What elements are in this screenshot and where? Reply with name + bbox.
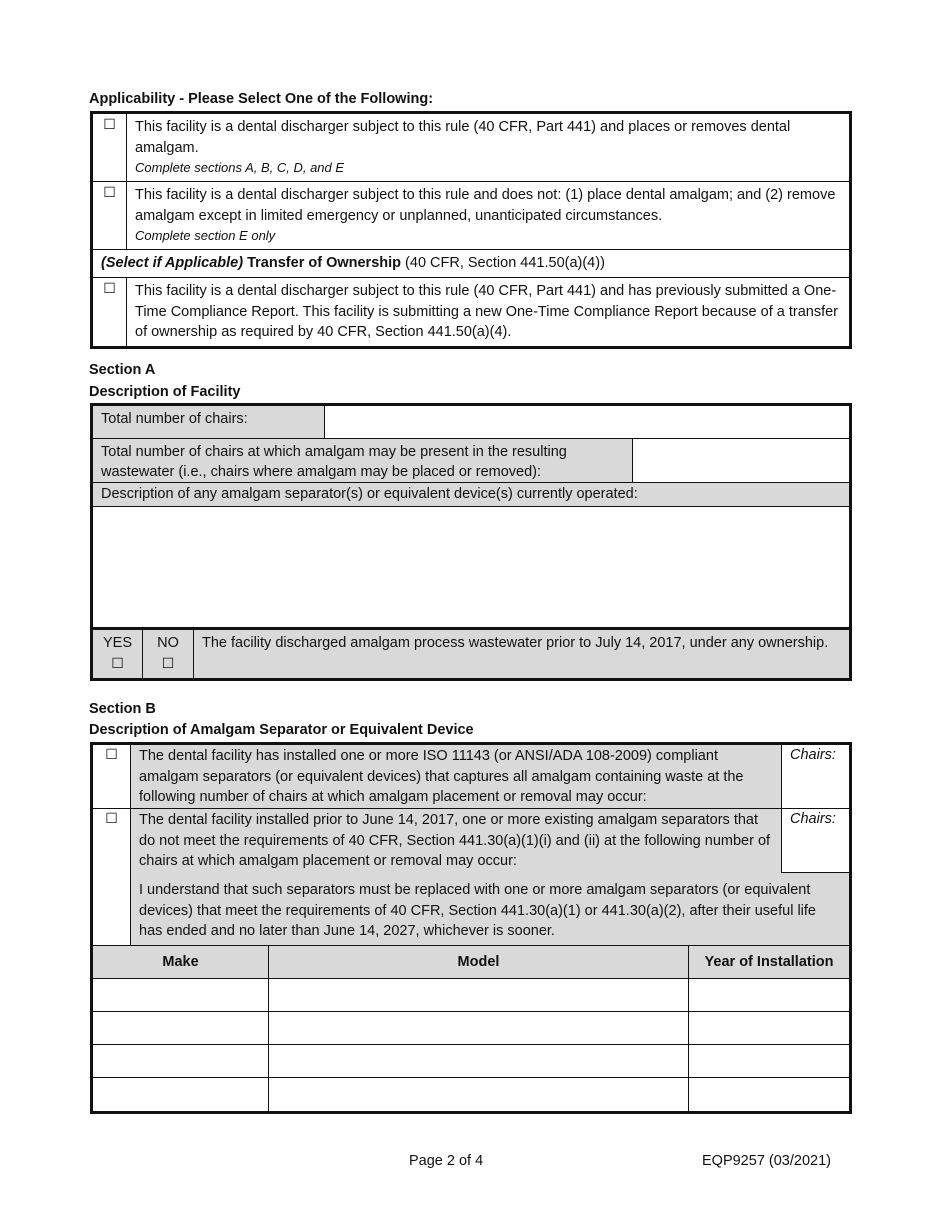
- applicability-table: [90, 111, 852, 349]
- section-a-title: Description of Facility: [89, 384, 241, 400]
- separator-table-header: [93, 946, 849, 979]
- table-row: [93, 979, 849, 1012]
- option-2-text: This facility is a dental discharger subject to this rule and does not: (1) place dental amalgam; and (2) remove amalgam except in limited emergency or unplanned, unanticipated circumstances.: [135, 187, 836, 224]
- option-1-checkbox[interactable]: ☐: [93, 114, 127, 181]
- option-1-text: This facility is a dental discharger subject to this rule (40 CFR, Part 441) and places or removes dental amalgam.: [135, 119, 791, 156]
- year-input[interactable]: [689, 1078, 849, 1111]
- facility-description-table: [90, 403, 852, 681]
- model-input[interactable]: [269, 1078, 689, 1111]
- column-make: Make: [93, 946, 269, 978]
- amalgam-chairs-label: Total number of chairs at which amalgam may be present in the resulting wastewater (i.e., chairs where amalgam may be placed or removed):: [93, 439, 633, 482]
- table-row: [93, 1045, 849, 1078]
- no-checkbox[interactable]: ☐: [161, 656, 175, 672]
- existing-chairs-field[interactable]: Chairs:: [781, 809, 849, 873]
- model-input[interactable]: [269, 1045, 689, 1077]
- compliant-separator-checkbox[interactable]: ☐: [93, 745, 131, 808]
- transfer-title: Transfer of Ownership: [247, 255, 402, 271]
- option-2-note: Complete section E only: [135, 228, 276, 243]
- section-b-title: Description of Amalgam Separator or Equivalent Device: [89, 722, 474, 738]
- table-row: [93, 1078, 849, 1111]
- transfer-of-ownership-row: [93, 250, 849, 278]
- transfer-reference: (40 CFR, Section 441.50(a)(4)): [405, 255, 605, 271]
- applicability-option-2: [93, 182, 849, 250]
- year-input[interactable]: [689, 1045, 849, 1077]
- make-input[interactable]: [93, 1078, 269, 1111]
- applicability-option-1: [93, 114, 849, 182]
- make-input[interactable]: [93, 979, 269, 1011]
- transfer-prefix: (Select if Applicable): [101, 255, 244, 271]
- applicability-heading: Applicability - Please Select One of the Following:: [89, 91, 434, 107]
- option-3-text: This facility is a dental discharger subject to this rule (40 CFR, Part 441) and has previously submitted a One-Time Compliance Report. This facility is submitting a new One-Time Compliance Report because of a transfer of ownership as required by 40 CFR, Section 441.50(a)(4).: [135, 283, 839, 340]
- model-input[interactable]: [269, 979, 689, 1011]
- existing-separator-text: The dental facility installed prior to June 14, 2017, one or more existing amalgam separators that do not meet the requirements of 40 CFR, Section 441.30(a)(1)(i) and (ii) at the following number of chairs at which amalgam placement or removal may occur:: [139, 812, 771, 869]
- separator-description-input[interactable]: [93, 507, 849, 627]
- yes-checkbox[interactable]: ☐: [111, 656, 124, 672]
- replacement-acknowledgement: I understand that such separators must be replaced with one or more amalgam separators (or equivalent devices) that meet the requirements of 40 CFR, Section 441.30(a)(1) or 441.30(a)(2), after their useful life has ended and no later than June 14, 2027, whichever is sooner.: [139, 882, 816, 939]
- applicability-option-3: [93, 278, 849, 346]
- no-label: NO: [157, 635, 179, 651]
- yes-option[interactable]: [93, 630, 143, 678]
- amalgam-separator-table: [90, 742, 852, 1114]
- table-row: [93, 1012, 849, 1045]
- yes-label: YES: [102, 635, 132, 651]
- no-option[interactable]: [143, 630, 194, 678]
- section-b-label: Section B: [89, 701, 156, 717]
- option-1-note: Complete sections A, B, C, D, and E: [135, 160, 345, 175]
- option-3-checkbox[interactable]: ☐: [93, 278, 127, 346]
- model-input[interactable]: [269, 1012, 689, 1044]
- discharged-question: The facility discharged amalgam process wastewater prior to July 14, 2017, under any ownership.: [202, 635, 829, 651]
- page-number: Page 2 of 4: [409, 1153, 484, 1169]
- section-a-label: Section A: [89, 362, 156, 378]
- compliant-chairs-field[interactable]: Chairs:: [781, 745, 849, 808]
- option-2-checkbox[interactable]: ☐: [93, 182, 127, 249]
- year-input[interactable]: [689, 979, 849, 1011]
- year-input[interactable]: [689, 1012, 849, 1044]
- chairs-input[interactable]: [325, 406, 849, 438]
- make-input[interactable]: [93, 1045, 269, 1077]
- column-model: Model: [269, 946, 689, 978]
- existing-separator-checkbox[interactable]: ☐: [93, 809, 131, 873]
- compliant-separator-text: The dental facility has installed one or more ISO 11143 (or ANSI/ADA 108-2009) compliant amalgam separators (or equivalent devices) that captures all amalgam containing waste at the following number of chairs at which amalgam placement or removal may occur:: [139, 748, 744, 805]
- separator-description-label: Description of any amalgam separator(s) or equivalent device(s) currently operated:: [101, 486, 638, 502]
- amalgam-chairs-input[interactable]: [633, 439, 849, 482]
- make-input[interactable]: [93, 1012, 269, 1044]
- column-year: Year of Installation: [704, 954, 834, 970]
- form-identifier: EQP9257 (03/2021): [702, 1153, 831, 1169]
- chairs-label: Total number of chairs:: [93, 406, 325, 438]
